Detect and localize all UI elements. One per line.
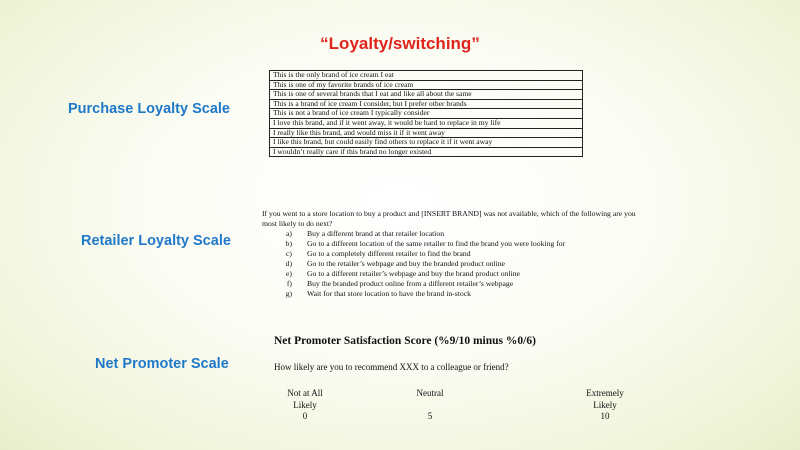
option-letter: d) (285, 259, 292, 268)
option-letter: c) (286, 249, 292, 258)
nps-title: Net Promoter Satisfaction Score (%9/10 minus %0/6) (274, 335, 536, 347)
table-row (270, 71, 583, 81)
list-item (262, 239, 652, 249)
option-letter: a) (286, 229, 292, 238)
option-text: Go to a different location of the same retailer to find the brand you were looking for (307, 239, 566, 248)
list-item (262, 249, 652, 259)
table-row (270, 138, 583, 148)
retailer-options-list (262, 229, 652, 299)
retailer-question: If you went to a store location to buy a product and [INSERT BRAND] was not available, which of the following are you most likely to do next? (262, 209, 636, 228)
anchor-label-line1: Extremely (586, 388, 624, 398)
option-text: Go to a completely different retailer to find the brand (307, 249, 471, 258)
table-cell: This is a brand of ice cream I consider, but I prefer other brands (270, 99, 583, 109)
option-text: Go to the retailer’s webpage and buy the branded product online (307, 259, 505, 268)
option-text: Buy the branded product online from a different retailer’s webpage (307, 279, 514, 288)
list-item (262, 279, 652, 289)
table-cell: I wouldn’t really care if this brand no longer existed (270, 147, 583, 157)
purchase-loyalty-label: Purchase Loyalty Scale (68, 101, 230, 117)
list-item (262, 259, 652, 269)
nps-question: How likely are you to recommend XXX to a colleague or friend? (274, 362, 509, 372)
nps-anchor-extremely-likely (570, 388, 640, 423)
option-letter: f) (286, 279, 292, 288)
anchor-label-line1: Not at All (287, 388, 323, 398)
option-letter: g) (285, 289, 292, 298)
table-cell: This is one of my favorite brands of ice cream (270, 80, 583, 90)
option-text: Go to a different retailer’s webpage and buy the brand product online (307, 269, 520, 278)
anchor-label-line2: Likely (293, 399, 317, 410)
purchase-loyalty-table (269, 70, 583, 157)
table-row (270, 90, 583, 100)
table-cell: This is one of several brands that I eat and like all about the same (270, 90, 583, 100)
anchor-value: 10 (600, 411, 610, 421)
nps-anchor-neutral (395, 388, 465, 423)
list-item (262, 269, 652, 279)
option-letter: e) (286, 269, 292, 278)
anchor-label-line2 (395, 400, 465, 412)
anchor-value: 0 (302, 411, 308, 421)
list-item (262, 289, 652, 299)
table-row (270, 118, 583, 128)
option-text: Wait for that store location to have the brand in-stock (307, 289, 471, 298)
retailer-loyalty-question-block (262, 209, 652, 299)
table-cell: This is the only brand of ice cream I eat (270, 71, 583, 81)
slide-title: “Loyalty/switching” (320, 34, 480, 53)
table-cell: I like this brand, but could easily find others to replace it if it went away (270, 138, 583, 148)
nps-anchor-not-likely (270, 388, 340, 423)
retailer-loyalty-label: Retailer Loyalty Scale (81, 233, 231, 249)
option-text: Buy a different brand at that retailer location (307, 229, 445, 238)
table-row (270, 147, 583, 157)
net-promoter-label: Net Promoter Scale (95, 356, 229, 372)
table-cell: This is not a brand of ice cream I typically consider (270, 109, 583, 119)
table-cell: I love this brand, and if it went away, it would be hard to replace in my life (270, 118, 583, 128)
anchor-label-line2: Likely (593, 399, 617, 410)
table-cell: I really like this brand, and would miss it if it went away (270, 128, 583, 138)
anchor-label-line1: Neutral (416, 388, 444, 398)
anchor-value: 5 (427, 411, 433, 421)
list-item (262, 229, 652, 239)
option-letter: b) (285, 239, 292, 248)
